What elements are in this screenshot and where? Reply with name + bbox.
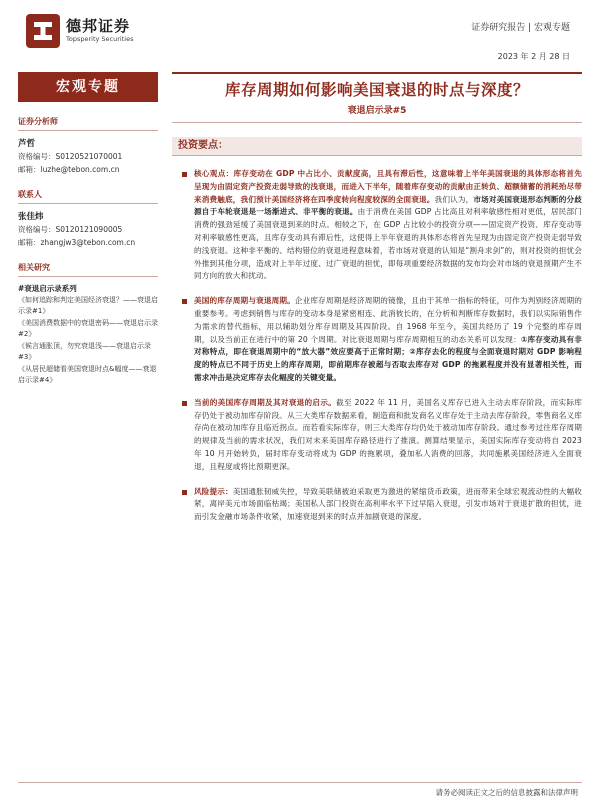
- risk-text: 美国通胀韧威失控，导致美联储被迫采取更为激进的紧缩货币政策，进而带来全球宏观流动性的大幅收紧，离岸美元市场面临枯竭；美国私人部门投资在高利率水平下过早陷入衰退，引发市场对于衰退扩散的担忧，进而引发金融市场条件收紧，加速衰退到来的时点并加剧衰退的深度。: [194, 486, 583, 522]
- footer-divider: [18, 782, 582, 783]
- bullet-icon: [182, 172, 187, 177]
- analyst-section-title: 证券分析师: [18, 116, 158, 131]
- logo-text-cn: 德邦证券: [66, 17, 131, 35]
- sidebar: [18, 72, 158, 386]
- core-view-lead: 核心观点：库存变动在 GDP 中占比小、贡献度高，且具有滞后性，这意味着上半年美国衰退的具体形态将首先呈现为由固定资产投资走弱导致的浅衰退，而进入下半年，随着库存变动的贡献由正转负、超额储蓄的消耗殆尽带来消费触底，我们预计美国经济将在四季度转向程度较深的全面衰退。: [194, 169, 582, 204]
- investment-highlights-heading: 投资要点：: [172, 137, 582, 156]
- inventory-cycle-text: 企业库存周期是经济周期的镜像，且由于其单一指标的特征，可作为判别经济周期的重要参考。考虑到销售与库存的变动本身是紧密相连、此消彼长的，在分析和判断库存数据时，我们以实际销售作为需求的替代指标，用以辅助划分库存周期及其四阶段。自 1968 年至今，美国共经历了 19 个完整的库存周期，以及当前正在进行中的第 20 个周期。对比衰退周期与库存周期相互的动态关系可以发现：: [194, 296, 583, 344]
- bullet-icon: [182, 490, 187, 495]
- analyst-cert: 资格编号：S0120521070001: [18, 152, 123, 161]
- title-block: [172, 72, 582, 123]
- current-cycle-lead: 当前的美国库存周期及其对衰退的启示。: [194, 397, 337, 407]
- report-date: 2023 年 2 月 28 日: [497, 52, 570, 61]
- related-report[interactable]: 《美国消费数据中的衰退密码——衰退启示录#2》: [18, 319, 158, 338]
- risk-lead: 风险提示：: [194, 486, 233, 496]
- page-header: [0, 0, 600, 60]
- current-cycle-text: 截至 2022 年 11 月，美国名义库存已进入主动去库存阶段，而实际库存仍处于被动加库存阶段。从三大类库存数据来看，制造商和批发商名义库存处于主动去库存阶段，零售商名义库存尚在被动加库存且临近拐点。而若看实际库存，则三大类库存均仍处于被动加库存阶段。通过参考过往库存周期的规律及当前的需求状况，我们对未来美国库存路径进行了推演。测算结果显示，美国实际库存变动将自 2023 年 10 月开始转负，届时库存变动将成为 GDP 的拖累项，叠加私人消费的回落，共同施累美国经济进入全面衰退，且程度或将比预期更深。: [194, 397, 582, 471]
- bullet-icon: [182, 401, 187, 406]
- main-content: [172, 72, 582, 524]
- core-view-emphasis: 市场对美国衰退形态判断的分歧源自于车轮衰退是一场渐进式、非平衡的衰退。: [194, 194, 582, 217]
- analyst-name: 芦哲: [18, 139, 36, 149]
- inventory-cycle-lead: 美国的库存周期与衰退周期。: [194, 296, 295, 306]
- core-view-body: 由于消费在美国 GDP 占比高且对利率敏感性相对更低，居民部门消费的强劲延缓了美国衰退到来的时点。相较之下，在 GDP 占比较小的投资分项——固定资产投资、库存变动等对利率敏感性更高，且库存变动具有滞后性，这使得上半年衰退的具体形态将首先呈现为由固定资产投资走弱导致的浅衰退。这种非平衡的、结构错位的衰退进程意味着，若市场对衰退的认知是“割舟求剑”的，则对投资的担忧会外推到其他分项，造成对上半年过度、过广衰退的担忧，即每项重要经济数据的发布均会对市场的衰退预期产生不同方向的放大和扰动。: [194, 207, 582, 281]
- core-view-text: 我们认为，: [434, 194, 474, 204]
- contact-cert: 资格编号：S0120121090005: [18, 225, 123, 234]
- footer-disclaimer: 请务必阅读正文之后的信息披露和法律声明: [435, 788, 578, 797]
- core-view-paragraph: [172, 168, 582, 283]
- inventory-cycle-emphasis: ①库存变动具有非对称特点，即在衰退周期中的“放大器”效应要高于正常时期；②库存去化的程度与全面衰退时期对 GDP 影响程度的特点已不同于历史上的库存周期，即前期库存被超与否取去库存对 GDP 的拖累程度并没有显著相关性，而需求冲击是决定库存去化幅度的关键变量。: [194, 334, 582, 382]
- risk-paragraph: [172, 486, 582, 524]
- logo-mark-icon: [26, 14, 60, 48]
- contact-name: 张佳炜: [18, 212, 44, 222]
- company-logo: [26, 14, 166, 48]
- logo-text-en: Topsperity Securities: [66, 35, 134, 43]
- related-section-title: 相关研究: [18, 262, 158, 277]
- analyst-email: 邮箱：luzhe@tebon.com.cn: [18, 165, 120, 174]
- related-report[interactable]: 《如何追踪和判定美国经济衰退？——衰退启示录#1》: [18, 296, 158, 315]
- report-title: 库存周期如何影响美国衰退的时点与深度？: [224, 81, 529, 99]
- sidebar-category-band: 宏观专题: [18, 72, 158, 102]
- report-type: 证券研究报告 | 宏观专题: [471, 23, 570, 33]
- report-subtitle: 衰退启示录#5: [347, 106, 407, 116]
- contact-section-title: 联系人: [18, 189, 158, 204]
- inventory-cycle-paragraph: [172, 295, 582, 385]
- related-report[interactable]: 《从居民超储看美国衰退时点&幅度——衰退启示录#4》: [18, 365, 157, 384]
- related-report[interactable]: 《候言通胀顶，勿究衰退浅——衰退启示录#3》: [18, 342, 151, 361]
- bullet-icon: [182, 299, 187, 304]
- series-title: #衰退启示录系列: [18, 284, 77, 293]
- contact-email: 邮箱：zhangjw3@tebon.com.cn: [18, 238, 136, 247]
- current-cycle-paragraph: [172, 397, 582, 474]
